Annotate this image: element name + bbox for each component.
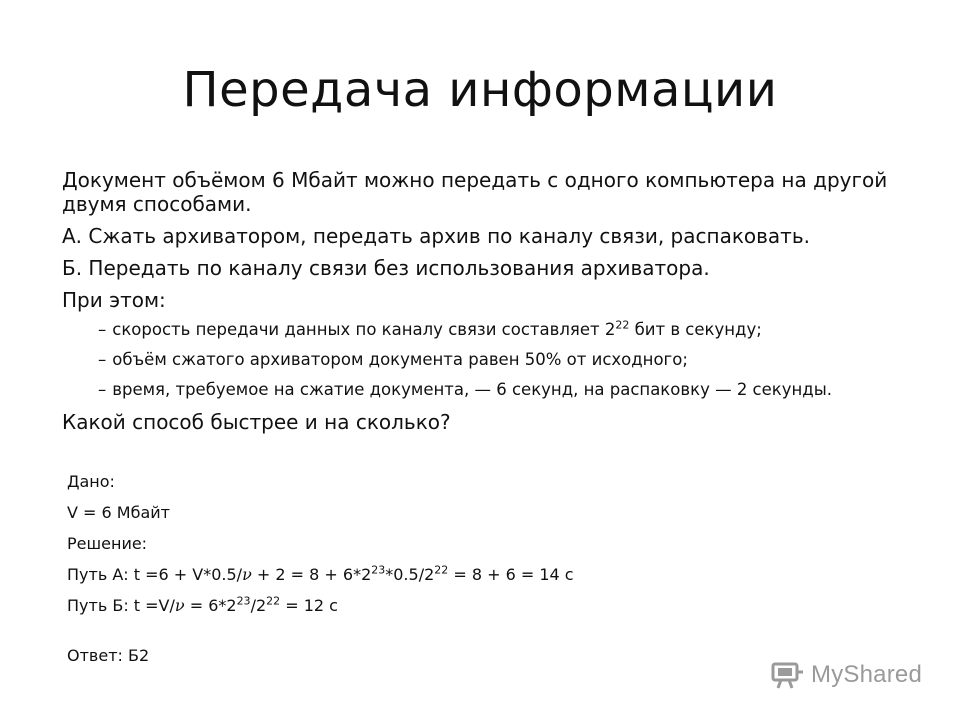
condition-item-speed <box>62 320 902 340</box>
formula-text: = 12 с <box>280 596 338 615</box>
exponent: 22 <box>266 594 281 608</box>
exponent: 23 <box>371 563 386 577</box>
exponent: 22 <box>434 563 449 577</box>
answer: Ответ: Б2 <box>67 646 150 665</box>
option-a: А. Сжать архиватором, передать архив по каналу связи, распаковать. <box>62 224 810 248</box>
formula-text: Путь Б: t =V/ <box>67 596 175 615</box>
dash-marker: – <box>98 380 107 399</box>
formula-text: + 2 = 8 + 6*2 <box>251 565 372 584</box>
given-label: Дано: <box>67 472 115 491</box>
path-b-formula <box>67 596 767 616</box>
intro-paragraph: Документ объёмом 6 Мбайт можно передать с одного компьютера на другой двумя способами. <box>62 168 888 216</box>
formula-text: = 8 + 6 = 14 с <box>448 565 574 584</box>
projector-icon <box>771 660 805 690</box>
nu-symbol: ν <box>242 565 252 584</box>
dash-marker: – <box>98 350 107 369</box>
formula-text: Путь А: t =6 + V*0.5/ <box>67 565 243 584</box>
dash-marker: – <box>98 320 107 339</box>
path-a-formula <box>67 565 767 585</box>
question: Какой способ быстрее и на сколько? <box>62 410 451 434</box>
option-b: Б. Передать по каналу связи без использования архиватора. <box>62 256 710 280</box>
exponent: 23 <box>236 594 251 608</box>
watermark <box>771 660 922 690</box>
condition-header: При этом: <box>62 288 166 312</box>
solution-block <box>67 472 767 677</box>
condition-text: объём сжатого архиватором документа равен 50% от исходного; <box>112 350 688 369</box>
condition-text-tail: бит в секунду; <box>629 320 762 339</box>
exponent: 22 <box>615 318 630 332</box>
slide-body <box>62 168 902 442</box>
condition-text: время, требуемое на сжатие документа, — 6 секунд, на распаковку — 2 секунды. <box>112 380 832 399</box>
formula-text: *0.5/2 <box>385 565 435 584</box>
condition-item-volume <box>62 350 902 370</box>
formula-text: = 6*2 <box>184 596 237 615</box>
given-value: V = 6 Мбайт <box>67 503 170 522</box>
solution-label: Решение: <box>67 534 148 553</box>
nu-symbol: ν <box>174 596 185 615</box>
formula-text: /2 <box>250 596 267 615</box>
condition-text: скорость передачи данных по каналу связи составляет 2 <box>112 320 616 339</box>
condition-item-time <box>62 380 858 400</box>
slide-title: Передача информации <box>182 62 778 118</box>
watermark-text: MyShared <box>811 661 922 688</box>
